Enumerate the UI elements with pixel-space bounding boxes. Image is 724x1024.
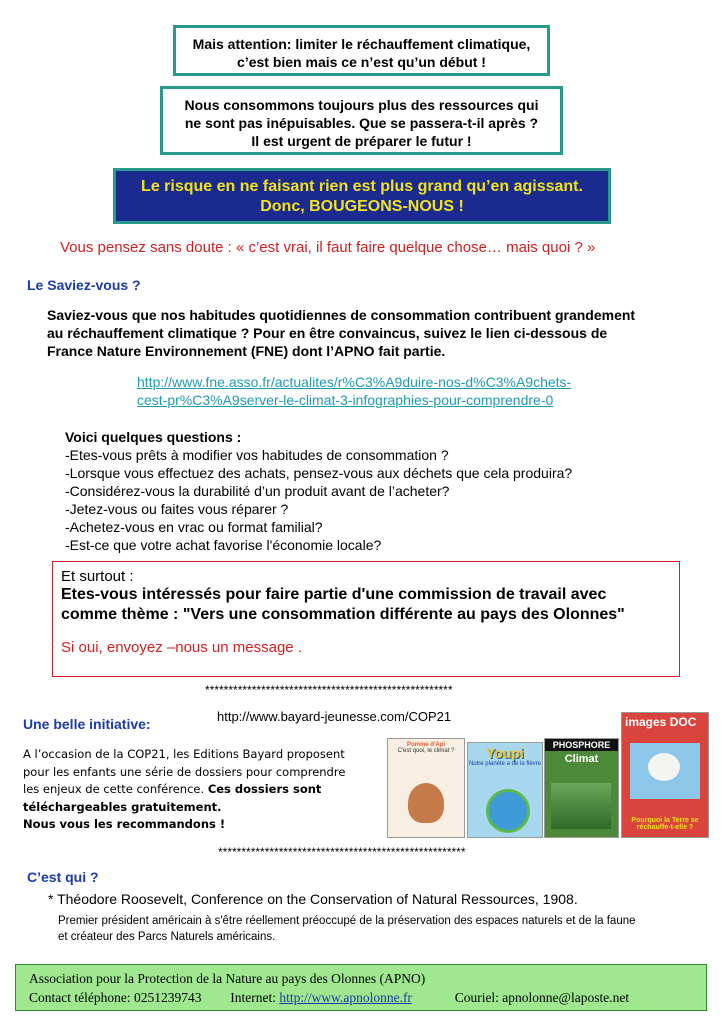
footer-phone: Contact téléphone: 0251239743 bbox=[29, 990, 202, 1005]
cover-phosphore bbox=[544, 738, 619, 838]
cover-caption: Climat bbox=[564, 753, 599, 765]
cover-pomme-dapi bbox=[387, 738, 465, 838]
initiative-bold-2: Nous vous les recommandons ! bbox=[23, 817, 226, 831]
initiative-heading: Une belle initiative: bbox=[23, 716, 151, 732]
cover-title: Youpi bbox=[486, 745, 524, 761]
stars-divider-2: ***************************************************** bbox=[218, 845, 466, 859]
footer-internet-label: Internet: bbox=[230, 990, 280, 1005]
question-item: -Jetez-vous ou faites vous réparer ? bbox=[65, 501, 289, 517]
bayard-url: http://www.bayard-jeunesse.com/COP21 bbox=[217, 709, 452, 724]
warning-line-1: Mais attention: limiter le réchauffement climatique, bbox=[192, 36, 531, 52]
cover-title: images DOC bbox=[625, 715, 697, 729]
questions-list bbox=[65, 428, 625, 554]
cta-line-2: Donc, BOUGEONS-NOUS ! bbox=[260, 198, 464, 215]
saviez-paragraph bbox=[47, 306, 687, 360]
cover-caption: Pourquoi la Terre se réchauffe-t-elle ? bbox=[631, 817, 699, 831]
warning-box bbox=[173, 25, 550, 76]
fne-link-line-2[interactable]: cest-pr%C3%A9server-le-climat-3-infographies-pour-comprendre-0 bbox=[137, 392, 554, 408]
crowd-illustration bbox=[551, 783, 611, 829]
question-item: -Est-ce que votre achat favorise l'économie locale? bbox=[65, 537, 382, 553]
child-illustration bbox=[408, 783, 444, 823]
commission-box bbox=[52, 561, 680, 677]
surtout-red: Si oui, envoyez –nous un message . bbox=[61, 639, 302, 656]
surtout-bold-1: Etes-vous intéressés pour faire partie d'une commission de travail avec bbox=[61, 586, 607, 603]
question-item: -Etes-vous prêts à modifier vos habitudes de consommation ? bbox=[65, 447, 449, 463]
initiative-line-2: pour les enfants une série de dossiers pour comprendre bbox=[23, 764, 346, 779]
earth-illustration bbox=[486, 789, 530, 833]
footer-email: Couriel: apnolonne@laposte.net bbox=[454, 990, 630, 1005]
fne-link-line-1[interactable]: http://www.fne.asso.fr/actualites/r%C3%A9duire-nos-d%C3%A9chets- bbox=[137, 374, 572, 390]
roosevelt-desc-2: et créateur des Parcs Naturels américains. bbox=[58, 931, 276, 943]
polar-bear-illustration bbox=[630, 743, 700, 799]
cover-caption: C'est quoi, le climat ? bbox=[397, 748, 455, 754]
resources-line-1: Nous consommons toujours plus des ressources qui bbox=[184, 97, 539, 113]
initiative-text bbox=[23, 746, 373, 834]
red-question: Vous pensez sans doute : « c’est vrai, il faut faire quelque chose… mais quoi ? » bbox=[60, 239, 596, 256]
saviez-line-2: au réchauffement climatique ? Pour en être convaincus, suivez le lien ci-dessous de bbox=[47, 325, 608, 341]
warning-line-2: c’est bien mais ce n’est qu’un début ! bbox=[237, 54, 486, 70]
initiative-bold-inline: Ces dossiers sont bbox=[207, 782, 322, 796]
question-item: -Achetez-vous en vrac ou format familial? bbox=[65, 519, 323, 535]
initiative-line-3: les enjeux de cette conférence. bbox=[23, 782, 208, 796]
question-item: -Lorsque vous effectuez des achats, pensez-vous aux déchets que cela produira? bbox=[65, 465, 573, 481]
questions-heading: Voici quelques questions : bbox=[65, 429, 242, 445]
saviez-heading: Le Saviez-vous ? bbox=[27, 277, 141, 293]
roosevelt-quote: * Théodore Roosevelt, Conference on the Conservation of Natural Ressources, 1908. bbox=[48, 891, 578, 907]
cta-line-1: Le risque en ne faisant rien est plus grand qu’en agissant. bbox=[141, 178, 583, 195]
cover-images-doc bbox=[621, 712, 709, 838]
cover-caption: Notre planète a de la fièvre bbox=[468, 761, 542, 767]
surtout-bold-2: comme thème : "Vers une consommation différente au pays des Olonnes" bbox=[61, 606, 625, 623]
footer-contact bbox=[15, 964, 707, 1011]
resources-box bbox=[160, 86, 563, 155]
stars-divider-1: ***************************************************** bbox=[205, 683, 453, 697]
resources-line-2: ne sont pas inépuisables. Que se passera-t-il après ? bbox=[184, 115, 539, 131]
cover-youpi bbox=[467, 742, 543, 838]
roosevelt-desc bbox=[58, 913, 718, 945]
saviez-line-1: Saviez-vous que nos habitudes quotidiennes de consommation contribuent grandement bbox=[47, 307, 636, 323]
initiative-bold-1: téléchargeables gratuitement. bbox=[23, 799, 222, 814]
footer-website-link[interactable]: http://www.apnolonne.fr bbox=[279, 990, 412, 1005]
magazine-covers bbox=[387, 712, 707, 836]
initiative-line-1: A l’occasion de la COP21, les Editions Bayard proposent bbox=[23, 747, 345, 761]
saviez-line-3: France Nature Environnement (FNE) dont l’APNO fait partie. bbox=[47, 343, 446, 359]
cover-title: Pomme d'Api bbox=[406, 742, 446, 748]
footer-association: Association pour la Protection de la Nature au pays des Olonnes (APNO) bbox=[29, 971, 426, 986]
roosevelt-desc-1: Premier président américain à s'être réellement préoccupé de la préservation des espaces naturels et de la faune bbox=[58, 915, 636, 927]
call-to-action-box bbox=[113, 168, 611, 224]
cestqui-heading: C’est qui ? bbox=[27, 869, 99, 885]
question-item: -Considérez-vous la durabilité d’un produit avant de l’acheter? bbox=[65, 483, 450, 499]
surtout-intro: Et surtout : bbox=[61, 568, 134, 585]
bear-shape bbox=[648, 753, 680, 781]
cover-title: PHOSPHORE bbox=[545, 739, 618, 751]
resources-line-3: Il est urgent de préparer le futur ! bbox=[251, 133, 472, 149]
fne-link[interactable] bbox=[137, 373, 697, 409]
